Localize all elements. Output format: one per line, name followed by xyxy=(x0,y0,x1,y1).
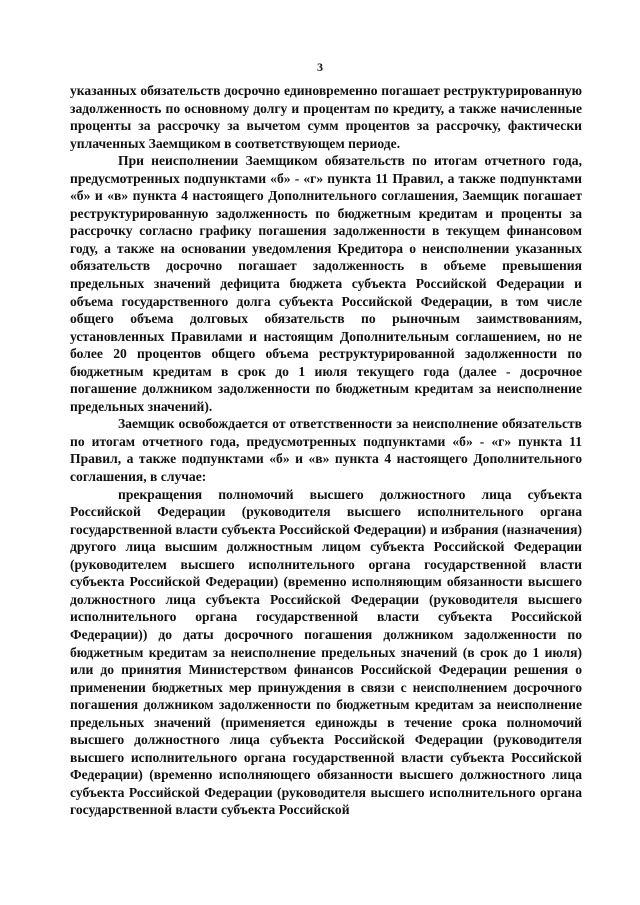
paragraph-2: При неисполнении Заемщиком обязательств по итогам отчетного года, предусмотренных подпунктами «б» - «г» пункта 11 Правил, а также подпунктами «б» и «в» пункта 4 настоящего Дополнительного соглашения, Заемщик погашает реструктурированную задолженность по бюджетным кредитам и проценты за рассрочку согласно графику погашения задолженности в текущем финансовом году, а также на основании уведомления Кредитора о неисполнении указанных обязательств досрочно погашает задолженность в объеме превышения предельных значений дефицита бюджета субъекта Российской Федерации и объема государственного долга субъекта Российской Федерации, в том числе общего объема долговых обязательств по рыночным заимствованиям, установленных Правилами и настоящим Дополнительным соглашением, но не более 20 процентов общего объема реструктурированной задолженности по бюджетным кредитам в срок до 1 июля текущего года (далее - досрочное погашение должником задолженности по бюджетным кредитам за неисполнение предельных значений). xyxy=(70,153,582,414)
paragraph-3: Заемщик освобождается от ответственности за неисполнение обязательств по итогам отчетного года, предусмотренных подпунктами «б» - «г» пункта 11 Правил, а также подпунктами «б» и «в» пункта 4 настоящего Дополнительного соглашения, в случае: xyxy=(70,416,582,485)
page-number: 3 xyxy=(317,60,323,74)
paragraph-4: прекращения полномочий высшего должностного лица субъекта Российской Федерации (руководителя высшего исполнительного органа государственной власти субъекта Российской Федерации) и избрания (назначения) другого лица высшим должностным лицом субъекта Российской Федерации (руководителем высшего исполнительного органа государственной власти субъекта Российской Федерации) (временно исполняющим обязанности высшего должностного лица субъекта Российской Федерации (руководителя высшего исполнительного органа государственной власти субъекта Российской Федерации)) до даты досрочного погашения должником задолженности по бюджетным кредитам за неисполнение предельных значений (в срок до 1 июля) или до принятия Министерством финансов Российской Федерации решения о применении бюджетных мер принуждения в связи с неисполнением досрочного погашения должником задолженности по бюджетным кредитам за неисполнение предельных значений (применяется единожды в течение срока полномочий высшего должностного лица субъекта Российской Федерации (руководителя высшего исполнительного органа государственной власти субъекта Российской Федерации) (временно исполняющего обязанности высшего должностного лица субъекта Российской Федерации (руководителя высшего исполнительного органа государственной власти субъекта Российской xyxy=(70,486,582,818)
paragraph-1: указанных обязательств досрочно единовременно погашает реструктурированную задолженность по основному долгу и процентам по кредиту, а также начисленные проценты за рассрочку за вычетом сумм процентов за рассрочку, фактически уплаченных Заемщиком в соответствующем периоде. xyxy=(70,83,582,151)
document-body xyxy=(70,82,582,819)
